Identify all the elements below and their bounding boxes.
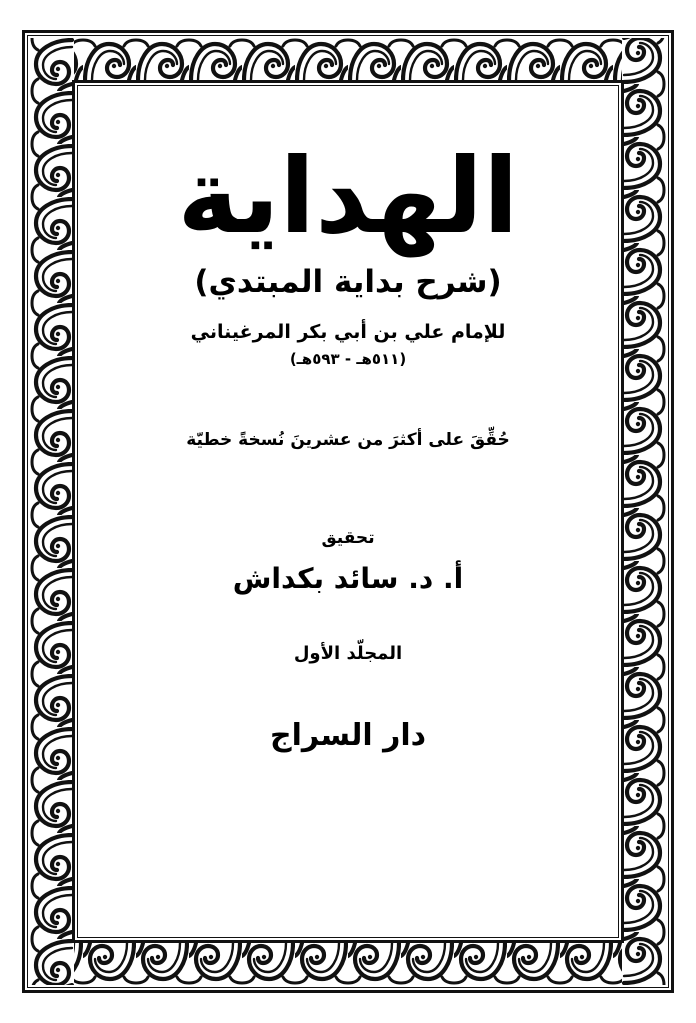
publisher-name: دار السراج (269, 718, 427, 754)
arabesque-border-right (622, 38, 666, 985)
arabesque-border-bottom (30, 941, 666, 985)
author-dates: (٥١١هـ - ٥٩٣هـ) (289, 350, 407, 369)
editor-name: أ. د. سائد بكداش (232, 562, 464, 596)
arabesque-border-left (30, 38, 74, 985)
cover-text-block (82, 92, 614, 931)
author-line: للإمام علي بن أبي بكر المرغيناني (190, 321, 506, 344)
editor-label: تحقيق (321, 528, 375, 549)
book-subtitle: (شرح بداية المبتدي) (194, 264, 502, 300)
arabesque-border-top (30, 38, 666, 82)
book-title: الهداية (177, 135, 519, 257)
edition-note: حُقِّقَ على أكثرَ من عشرينَ نُسخةً خطيّة (186, 430, 510, 451)
volume-label: المجلّد الأول (293, 643, 403, 665)
